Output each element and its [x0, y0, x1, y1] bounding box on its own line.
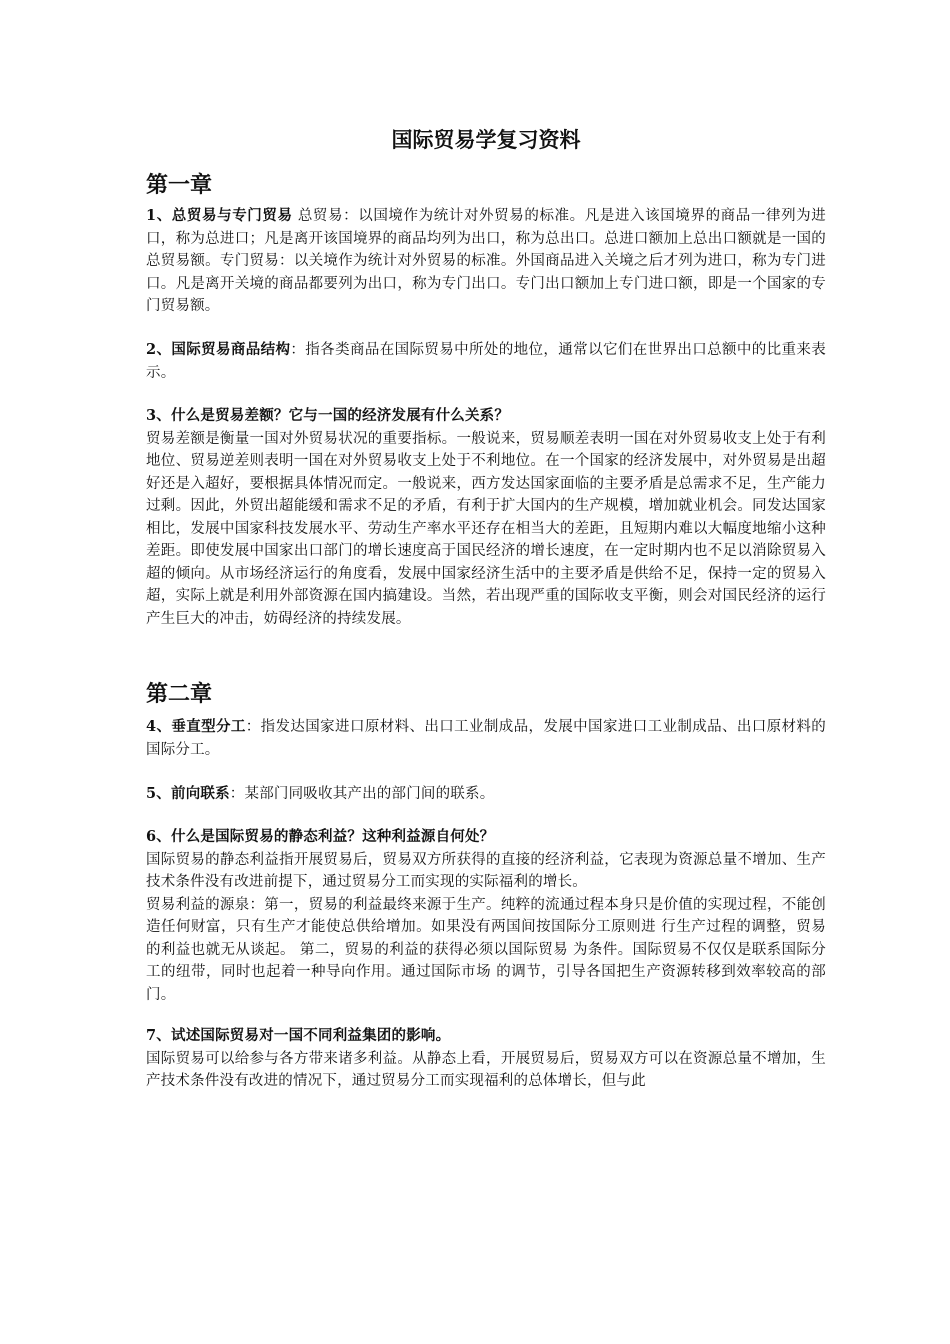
item-1-paragraph — [146, 205, 826, 318]
item-4-text: ：指发达国家进口原材料、出口工业制成品，发展中国家进口工业制成品、出口原材料的国际分工。 — [146, 719, 826, 758]
item-4-term: 4、垂直型分工 — [146, 718, 246, 735]
item-4-vertical-division — [146, 716, 826, 761]
item-2-commodity-structure — [146, 339, 826, 384]
item-3-question: 3、什么是贸易差额？它与一国的经济发展有什么关系？ — [146, 407, 510, 424]
item-1-text: 总贸易：以国境作为统计对外贸易的标准。凡是进入该国境界的商品一律列为进口，称为总进口；凡是离开该国境界的商品均列为出口，称为总出口。总进口额加上总出口额就是一国的总贸易额。专门贸易：以关境作为统计对外贸易的标准。外国商品进入关境之后才列为进口，称为专门进口。凡是离开关境的商品都要列为出口，称为专门出口。专门出口额加上专门进口额，即是一个国家的专门贸易额。 — [146, 208, 826, 314]
item-5-text: ：某部门同吸收其产出的部门间的联系。 — [229, 786, 495, 802]
item-6-static-benefits — [146, 826, 826, 1006]
item-2-text: ：指各类商品在国际贸易中所处的地位，通常以它们在世界出口总额中的比重来表示。 — [146, 342, 826, 381]
chapter-2-heading: 第二章 — [146, 681, 213, 707]
item-4-paragraph — [146, 716, 826, 761]
chapter-1-heading: 第一章 — [146, 172, 213, 198]
item-5-paragraph — [146, 783, 826, 806]
item-6-answer-1: 国际贸易的静态利益指开展贸易后，贸易双方所获得的直接的经济利益，它表现为资源总量不增加、生产技术条件没有改进前提下，通过贸易分工而实现的实际福利的增长。 — [146, 851, 826, 890]
item-3-answer: 贸易差额是衡量一国对外贸易状况的重要指标。一般说来，贸易顺差表明一国在对外贸易收支上处于有利地位、贸易逆差则表明一国在对外贸易收支上处于不利地位。在一个国家的经济发展中，对外贸易是出超好还是入超好，要根据具体情况而定。一般说来，西方发达国家面临的主要矛盾是总需求不足，生产能力过剩。因此，外贸出超能缓和需求不足的矛盾，有利于扩大国内的生产规模，增加就业机会。同发达国家相比，发展中国家科技发展水平、劳动生产率水平还存在相当大的差距，且短期内难以大幅度地缩小这种差距。即使发展中国家出口部门的增长速度高于国民经济的增长速度，在一定时期内也不足以消除贸易入超的倾向。从市场经济运行的角度看，发展中国家经济生活中的主要矛盾是供给不足，保持一定的贸易入超，实际上就是利用外部资源在国内搞建设。当然，若出现严重的国际收支平衡，则会对国民经济的运行产生巨大的冲击，妨碍经济的持续发展。 — [146, 430, 826, 627]
item-5-forward-linkage — [146, 783, 826, 806]
item-7-question: 7、试述国际贸易对一国不同利益集团的影响。 — [146, 1027, 451, 1044]
item-2-paragraph — [146, 339, 826, 384]
item-6-answer-2: 贸易利益的源泉：第一，贸易的利益最终来源于生产。纯粹的流通过程本身只是价值的实现过程，不能创造任何财富，只有生产才能使总供给增加。如果没有两国间按国际分工原则进 行生产过程的调整，贸易的利益也就无从谈起。 第二，贸易的利益的获得必须以国际贸易 为条件。国际贸易不仅仅是联系国际分工的纽带，同时也起着一种导向作用。通过国际市场 的调节，引导各国把生产资源转移到效率较高的部门。 — [146, 896, 826, 1003]
item-3-trade-balance — [146, 405, 826, 630]
item-7-interest-groups — [146, 1025, 826, 1093]
document-title: 国际贸易学复习资料 — [391, 127, 581, 152]
item-1-term: 1、总贸易与专门贸易 — [146, 207, 293, 224]
item-1-total-vs-special-trade — [146, 205, 826, 318]
item-7-answer: 国际贸易可以给参与各方带来诸多利益。从静态上看，开展贸易后，贸易双方可以在资源总量不增加，生产技术条件没有改进的情况下，通过贸易分工而实现福利的总体增长，但与此 — [146, 1050, 826, 1089]
item-5-term: 5、前向联系 — [146, 785, 230, 802]
item-2-term: 2、国际贸易商品结构 — [146, 341, 291, 358]
item-6-question: 6、什么是国际贸易的静态利益？这种利益源自何处？ — [146, 828, 495, 845]
